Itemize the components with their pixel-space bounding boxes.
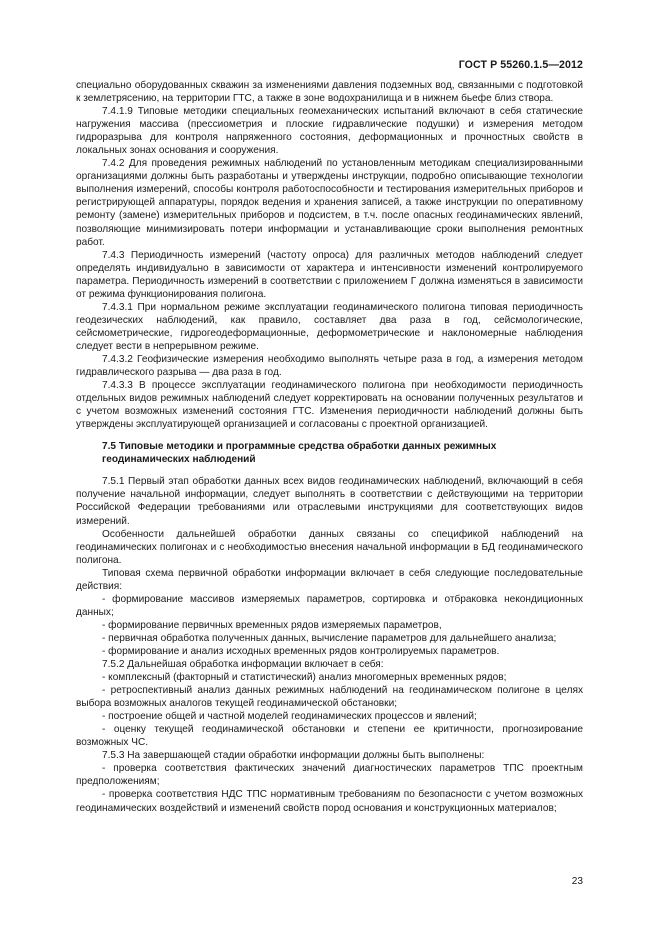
list-item: - формирование и анализ исходных временных рядов контролируемых параметров. <box>102 645 500 657</box>
list-item: - формирование первичных временных рядов измеряемых параметров, <box>102 619 442 631</box>
list-item: - комплексный (факторный и статистический) анализ многомерных временных рядов; <box>102 672 507 684</box>
document-code: ГОСТ Р 55260.1.5—2012 <box>458 59 583 71</box>
paragraph: 7.4.3.1 При нормальном режиме эксплуатации геодинамического полигона типовая периодичность геодезических наблюдений, как правило, составляет два раза в год, сейсмологические, сейсмометрические, гидрогеодеформационные, деформометрические и наклономерные наблюдения следует вести в непрерывном режиме. <box>76 301 583 352</box>
section-heading-7-5: 7.5 Типовые методики и программные средства обработки данных режимных геодинамических наблюдений <box>102 441 497 466</box>
list-item: - первичная обработка полученных данных, вычисление параметров для дальнейшего анализа; <box>102 632 557 644</box>
paragraph-block-7-5 <box>76 475 583 814</box>
document-body <box>76 79 583 815</box>
list-item: - построение общей и частной моделей геодинамических процессов и явлений; <box>102 711 477 723</box>
paragraph: Типовая схема первичной обработки информации включает в себя следующие последовательные действия: <box>76 567 583 592</box>
paragraph: 7.5.2 Дальнейшая обработка информации включает в себя: <box>102 659 384 671</box>
paragraph: 7.4.3.3 В процессе эксплуатации геодинамического полигона при необходимости периодичность отдельных видов режимных наблюдений следует корректировать на основании полученных результатов и с учетом возможных изменений состояния ГТС. Изменения периодичности наблюдений должны быть утверждены эксплуатирующей организацией и согласованы с проектной организацией. <box>76 380 583 431</box>
list-item: - формирование массивов измеряемых параметров, сортировка и отбраковка некондиционных данных; <box>76 593 583 618</box>
paragraph-block-7-4 <box>76 79 583 431</box>
paragraph: 7.4.1.9 Типовые методики специальных геомеханических испытаний включают в себя статические нагружения массива (прессиометрия и плоские гидравлические подушки) и измерения методом гидроразрыва для контроля напряженного состояния, деформационных и прочностных свойств в локальных зонах основания и сооружения. <box>76 106 583 157</box>
paragraph: Особенности дальнейшей обработки данных связаны со спецификой наблюдений на геодинамических полигонах и с необходимостью внесения начальной информации в БД геодинамического полигона. <box>76 528 583 566</box>
paragraph: 7.5.1 Первый этап обработки данных всех видов геодинамических наблюдений, включающий в себя получение начальной информации, следует выполнять в соответствии с действующими на территории Российской Федерации требованиями или отраслевыми инструкциями для соответствующих видов измерений. <box>76 476 583 527</box>
list-item: - проверка соответствия фактических значений диагностических параметров ТПС проектным предположениям; <box>76 763 583 788</box>
page-number: 23 <box>571 876 583 887</box>
paragraph: 7.4.2 Для проведения режимных наблюдений по установленным методикам специализированными организациями должны быть разработаны и утверждены инструкции, подробно описывающие технологии выполнения измерений, способы контроля работоспособности и тестирования измерительных приборов и регистрирующей аппаратуры, порядок ведения и хранения записей, а также инструкции по оперативному ремонту (замене) измерительных приборов и подсистем, в т.ч. после опасных геодинамических явлений, позволяющие минимизировать потери информации и устанавливающие сроки выполнения ремонтных работ. <box>76 158 583 248</box>
paragraph: специально оборудованных скважин за изменениями давления подземных вод, связанными с подготовкой к землетрясению, на территории ГТС, а также в зоне водохранилища и в нижнем бьефе близ створа. <box>76 80 583 105</box>
paragraph: 7.4.3.2 Геофизические измерения необходимо выполнять четыре раза в год, а измерения методом гидравлического разрыва — два раза в год. <box>76 353 583 379</box>
list-item: - проверка соответствия НДС ТПС нормативным требованиям по безопасности с учетом возможных геодинамических воздействий и изменений свойств пород основания и конструкционных материалов; <box>76 789 583 814</box>
list-item: - ретроспективный анализ данных режимных наблюдений на геодинамическом полигоне в целях выбора возможных аналогов текущей геодинамической обстановки; <box>76 685 583 710</box>
paragraph: 7.5.3 На завершающей стадии обработки информации должны быть выполнены: <box>102 750 485 762</box>
paragraph: 7.4.3 Периодичность измерений (частоту опроса) для различных методов наблюдений следует определять индивидуально в зависимости от характера и интенсивности изменений контролируемого параметра. Периодичность измерений в соответствии с приложением Г должна изменяться в зависимости от режима функционирования полигона. <box>76 249 583 300</box>
list-item: - оценку текущей геодинамической обстановки и степени ее критичности, прогнозирование возможных ЧС. <box>76 724 583 749</box>
